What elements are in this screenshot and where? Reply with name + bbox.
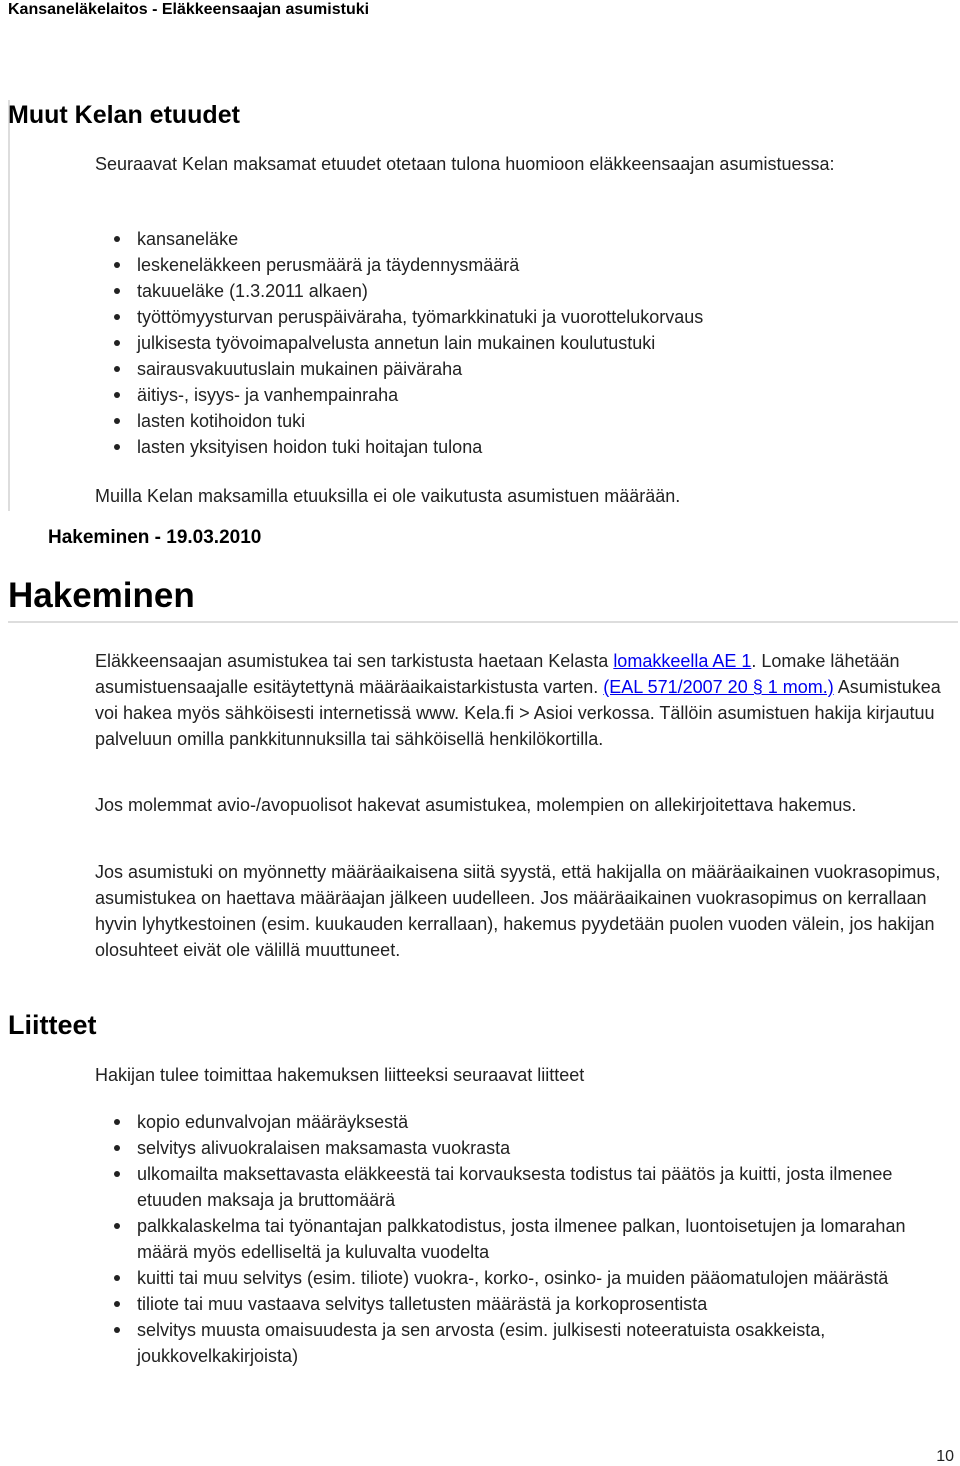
list-item: kopio edunvalvojan määräyksestä [95,1109,960,1135]
list-item: tiliote tai muu vastaava selvitys talletusten määrästä ja korkoprosentista [95,1291,960,1317]
muut-outro-paragraph: Muilla Kelan maksamilla etuuksilla ei ole vaikutusta asumistuen määrään. [95,486,681,506]
list-item: lasten kotihoidon tuki [95,408,960,434]
section-left-rule [8,100,10,511]
list-item: lasten yksityisen hoidon tuki hoitajan tulona [95,434,960,460]
list-item: kuitti tai muu selvitys (esim. tiliote) vuokra-, korko-, osinko- ja muiden pääomatulojen määrästä [95,1265,960,1291]
list-item: takuueläke (1.3.2011 alkaen) [95,278,960,304]
heading-liitteet: Liitteet [8,1010,97,1040]
list-item: äitiys-, isyys- ja vanhempainraha [95,382,960,408]
list-item: sairausvakuutuslain mukainen päiväraha [95,356,960,382]
muut-benefits-list [95,226,960,460]
list-item: kansaneläke [95,226,960,252]
law-reference-link[interactable]: (EAL 571/2007 20 § 1 mom.) [603,677,834,697]
muut-intro-paragraph: Seuraavat Kelan maksamat etuudet otetaan tulona huomioon eläkkeensaajan asumistuessa: [95,154,835,174]
form-ae1-link[interactable]: lomakkeella AE 1 [613,651,752,671]
list-item: julkisesta työvoimapalvelusta annetun lain mukainen koulutustuki [95,330,960,356]
hakeminen-paragraph-3: Jos asumistuki on myönnetty määräaikaisena siitä syystä, että hakijalla on määräaikainen vuokrasopimus, asumistukea on haettava määräajan jälkeen uudelleen. Jos määräaikainen vuokrasopimus on kerrallaan hyvin lyhytkestoinen (esim. kuukauden kerrallaan), hakemus pyydetään puolen vuoden välein, jos hakijan olosuhteet eivät ole välillä muuttuneet. [95,862,941,960]
list-item: selvitys alivuokralaisen maksamasta vuokrasta [95,1135,960,1161]
hakeminen-paragraph-1: Eläkkeensaajan asumistukea tai sen tarkistusta haetaan Kelasta lomakkeella AE 1. Lomake lähetään asumistuensaajalle esitäytettynä määräaikaistarkistusta varten. (EAL 571/2007 20 § 1 mom.) Asumistukea voi hakea myös sähköisesti internetissä www. Kela.fi > Asioi verkossa. Tällöin asumistuen hakija kirjautuu palveluun omilla pankkitunnuksilla tai sähköisellä henkilökortilla. [95,651,941,749]
list-item: leskeneläkkeen perusmäärä ja täydennysmäärä [95,252,960,278]
list-item: selvitys muusta omaisuudesta ja sen arvosta (esim. julkisesti noteeratuista osakkeista, joukkovelkakirjoista) [95,1317,960,1369]
list-item: palkkalaskelma tai työnantajan palkkatodistus, josta ilmenee palkan, luontoisetujen ja lomarahan määrä myös edelliseltä ja kuluvalta vuodelta [95,1213,960,1265]
heading-muut-kelan-etuudet: Muut Kelan etuudet [8,101,240,129]
hakeminen-subheading: Hakeminen - 19.03.2010 [48,527,262,548]
liitteet-attachments-list [95,1109,960,1369]
list-item: ulkomailta maksettavasta eläkkeestä tai korvauksesta todistus tai päätös ja kuitti, josta ilmenee etuuden maksaja ja bruttomäärä [95,1161,960,1213]
heading-hakeminen: Hakeminen [8,576,195,615]
liitteet-intro-paragraph: Hakijan tulee toimittaa hakemuksen liitteeksi seuraavat liitteet [95,1065,585,1085]
page-header-title: Kansaneläkelaitos - Eläkkeensaajan asumistuki [8,1,370,18]
hakeminen-paragraph-2: Jos molemmat avio-/avopuolisot hakevat asumistukea, molempien on allekirjoitettava hakemus. [95,795,857,815]
list-item: työttömyysturvan peruspäiväraha, työmarkkinatuki ja vuorottelukorvaus [95,304,960,330]
heading-underline [8,621,958,623]
page-number: 10 [936,1448,954,1465]
